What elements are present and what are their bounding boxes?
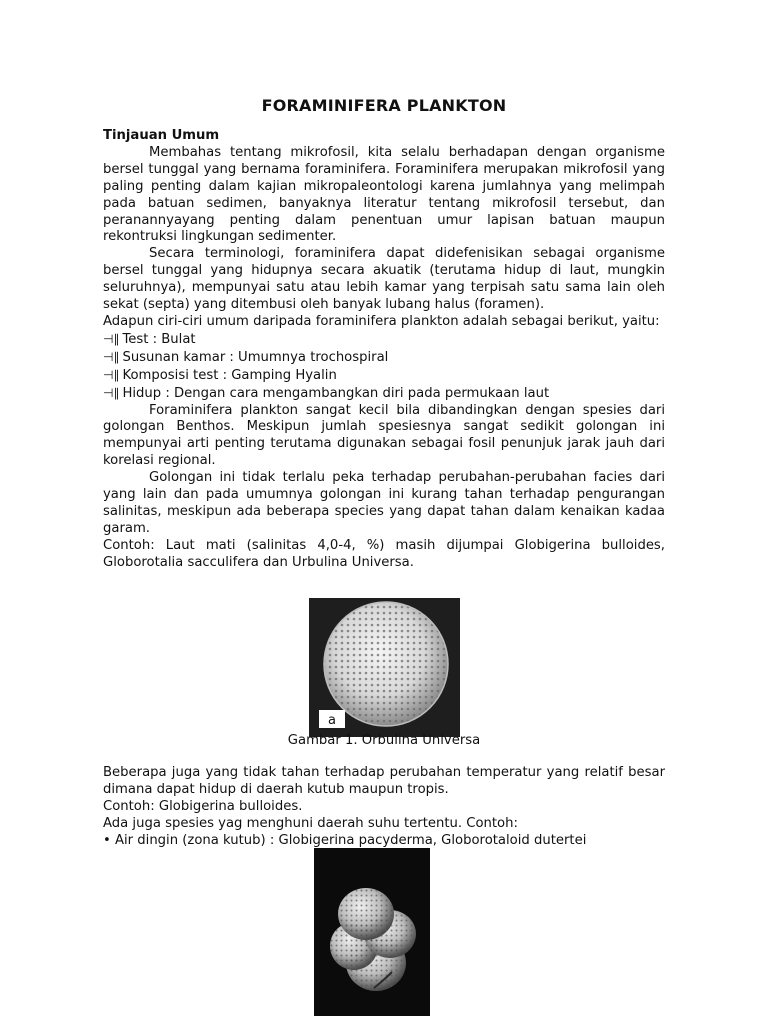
paragraph-8: Contoh: Globigerina bulloides. bbox=[103, 798, 303, 814]
figure-label: a bbox=[328, 713, 336, 728]
feature-item bbox=[103, 349, 665, 367]
cold-zone-item bbox=[103, 833, 665, 850]
paragraph-7: Beberapa juga yang tidak tahan terhadap perubahan temperatur yang relatif besar dimana dapat hidup di daerah kutub maupun tropis. bbox=[103, 765, 665, 797]
paragraph-1: Membahas tentang mikrofosil, kita selalu berhadapan dengan organisme bersel tunggal yang bernama foraminifera. Foraminifera merupakan mikrofosil yang paling penting dalam kajian mikropaleontologi karena jumlahnya yang melimpah pada batuan sedimen, banyaknya literatur tentang mikrofosil tersebut, dan peranannyayang penting dalam penentuan umur lapisan batuan maupun rekontruksi lingkungan sedimenter. bbox=[103, 144, 665, 245]
section-heading: Tinjauan Umum bbox=[103, 128, 220, 143]
cold-zone-text: Air dingin (zona kutub) : Globigerina pacyderma, Globorotaloid dutertei bbox=[114, 832, 587, 848]
bullet-icon: ⊣∥ bbox=[103, 331, 120, 346]
feature-text: Komposisi test : Gamping Hyalin bbox=[122, 367, 337, 383]
document-body bbox=[103, 128, 665, 572]
paragraph-9: Ada juga spesies yag menghuni daerah suhu tertentu. Contoh: bbox=[103, 815, 518, 831]
feature-text: Susunan kamar : Umumnya trochospiral bbox=[122, 349, 389, 365]
paragraph-5: Golongan ini tidak terlalu peka terhadap perubahan-perubahan facies dari yang lain dan pada umumnya golongan ini kurang tahan terhadap pengurangan salinitas, meskipun ada beberapa species yang dapat tahan dalam kenaikan kadaa garam. bbox=[103, 470, 665, 536]
document-title: FORAMINIFERA PLANKTON bbox=[261, 96, 507, 115]
bullet-icon: ⊣∥ bbox=[103, 367, 120, 382]
bullet-icon: ⊣∥ bbox=[103, 385, 120, 400]
paragraph-2: Secara terminologi, foraminifera dapat didefenisikan sebagai organisme bersel tunggal yang hidupnya secara akuatik (terutama hidup di laut, mungkin seluruhnya), mempunyai satu atau lebih kamar yang terpisah satu sama lain oleh sekat (septa) yang ditembusi oleh banyak lubang halus (foramen). bbox=[103, 246, 665, 313]
paragraph-3: Adapun ciri-ciri umum daripada foraminifera plankton adalah sebagai berikut, yaitu: bbox=[103, 313, 660, 329]
feature-text: Test : Bulat bbox=[122, 331, 196, 347]
bullet-dot-icon: • bbox=[103, 832, 111, 848]
bullet-icon: ⊣∥ bbox=[103, 349, 120, 364]
feature-item bbox=[103, 385, 665, 403]
globigerina-image bbox=[314, 848, 430, 1016]
feature-item bbox=[103, 331, 665, 349]
figure-1-caption: Gambar 1. Orbulina Universa bbox=[287, 733, 481, 748]
orbulina-universa-image bbox=[309, 598, 460, 737]
paragraph-6: Contoh: Laut mati (salinitas 4,0-4, %) masih dijumpai Globigerina bulloides, Globorotalia sacculifera dan Urbulina Universa. bbox=[103, 537, 665, 570]
document-body-continued bbox=[103, 765, 665, 850]
feature-text: Hidup : Dengan cara mengambangkan diri pada permukaan laut bbox=[122, 385, 550, 401]
feature-item bbox=[103, 367, 665, 385]
paragraph-4: Foraminifera plankton sangat kecil bila dibandingkan dengan spesies dari golongan Benthos. Meskipun jumlah spesiesnya sangat sedikit golongan ini mempunyai arti penting terutama digunakan sebagai fosil penunjuk jarak jauh dari korelasi regional. bbox=[103, 402, 665, 469]
